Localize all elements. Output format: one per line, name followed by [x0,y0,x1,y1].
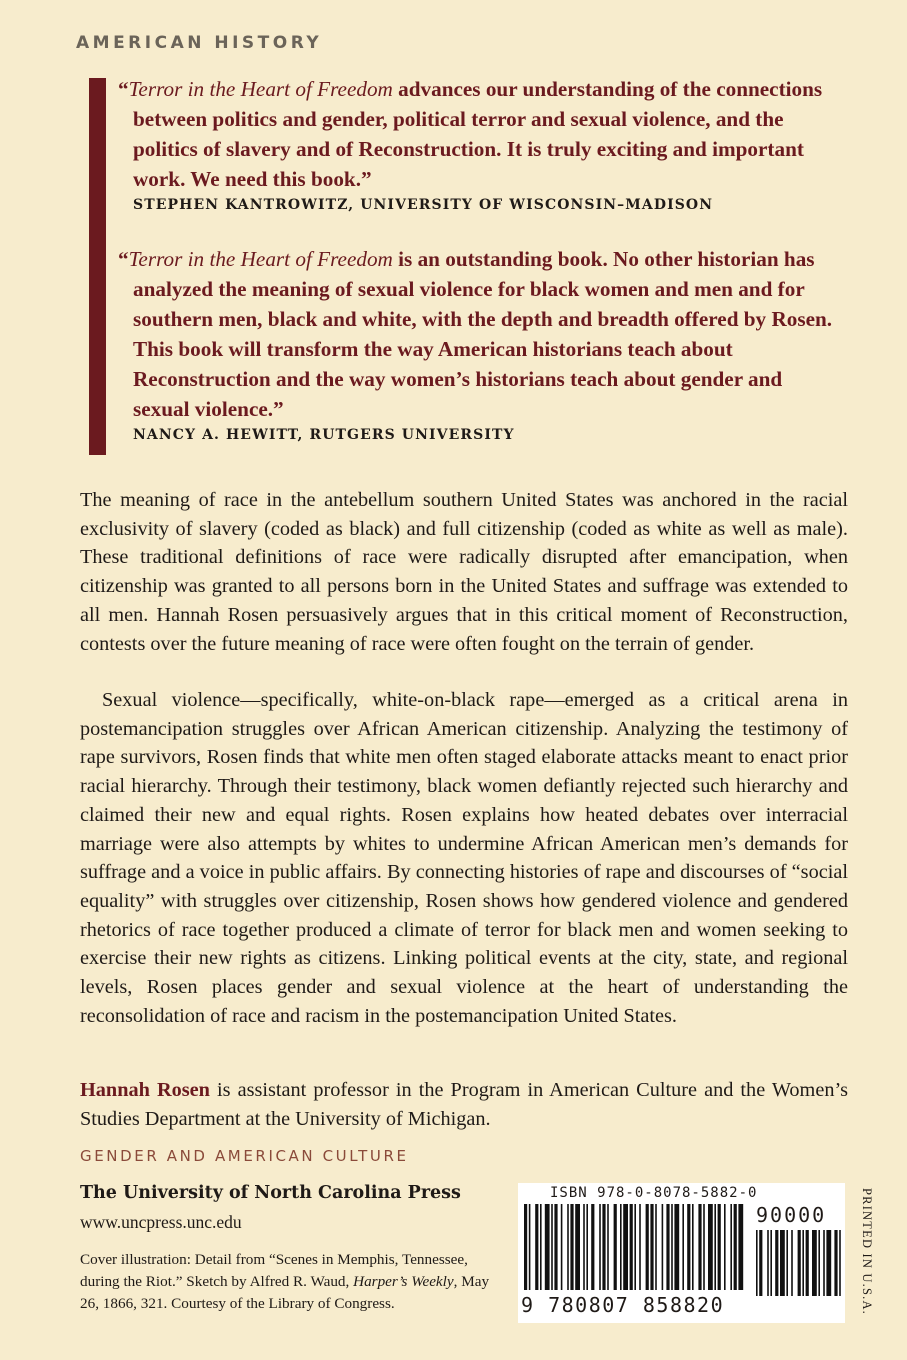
series-name: GENDER AND AMERICAN CULTURE [80,1147,409,1165]
description-paragraph-1: The meaning of race in the antebellum southern United States was anchored in the racial exclusivity of slavery (coded as black) and full citizenship (coded as white as well as male). These traditional definitions of race were radically disrupted after emancipation, when citizenship was granted to all persons born in the United States and suffrage was extended to all men. Hannah Rosen persuasively argues that in this critical moment of Reconstruction, contests over the future meaning of race were often fought on the terrain of gender. [80,489,848,655]
addon-digits: 90000 [756,1203,827,1227]
author-bio: Hannah Rosen is assistant professor in the Program in American Culture and the Women’s Studies Department at the University of Michigan. [80,1079,848,1130]
ean-digits: 9 780807 858820 [521,1293,725,1317]
isbn-label: ISBN 978-0-8078-5882-0 [550,1185,758,1201]
cover-credit: Cover illustration: Detail from “Scenes in Memphis, Tennessee, during the Riot.” Sketch by Alfred R. Waud, Harper’s Weekly, May 26, 1866, 321. Courtesy of the Library of Congress. [80,1251,490,1312]
blurb-2-quote: “Terror in the Heart of Freedom is an outstanding book. No other historian has analyzed the meaning of sexual violence for black women and men and for southern men, black and white, with the depth and breadth offered by Rosen. This book will transform the way American historians teach about Reconstruction and the way women’s historians teach about gender and sexual violence.” [118,247,833,421]
blurb-2-attribution: NANCY A. HEWITT, RUTGERS UNIVERSITY [133,427,515,443]
blurb-1 [118,74,838,213]
quote-accent-bar [89,78,106,455]
publisher-name: The University of North Carolina Press [80,1183,461,1203]
printed-in-label: PRINTED IN U.S.A. [860,1188,874,1315]
blurb-1-title: Terror in the Heart of Freedom [128,77,393,101]
blurb-1-quote: “Terror in the Heart of Freedom advances our understanding of the connections between politics and gender, political terror and sexual violence, and the politics of slavery and of Reconstruction. It is truly exciting and important work. We need this book.” [118,77,823,191]
publisher-url[interactable]: www.uncpress.unc.edu [80,1212,242,1232]
category-label: AMERICAN HISTORY [76,33,323,53]
blurb-2-title: Terror in the Heart of Freedom [128,247,393,271]
blurb-2 [118,244,838,443]
description-paragraph-2: Sexual violence—specifically, white-on-black rape—emerged as a critical arena in postemancipation struggles over African American citizenship. Analyzing the testimony of rape survivors, Rosen finds that white men often staged elaborate attacks meant to enact prior racial hierarchy. Through their testimony, black women defiantly rejected such hierarchy and claimed their new and equal rights. Rosen explains how heated debates over interracial marriage were also attempts by whites to undermine African American men’s demands for suffrage and a voice in public affairs. By connecting histories of rape and discourses of “social equality” with struggles over citizenship, Rosen shows how gendered violence and gendered rhetorics of race together produced a climate of terror for black men and women seeking to exercise their new rights as citizens. Linking political events at the city, state, and regional levels, Rosen places gender and sexual violence at the heart of understanding the reconsolidation of race and racism in the postemancipation United States. [80,689,848,1027]
author-name: Hannah Rosen [80,1079,210,1101]
blurb-1-attribution: STEPHEN KANTROWITZ, UNIVERSITY OF WISCONSIN–MADISON [133,197,714,213]
